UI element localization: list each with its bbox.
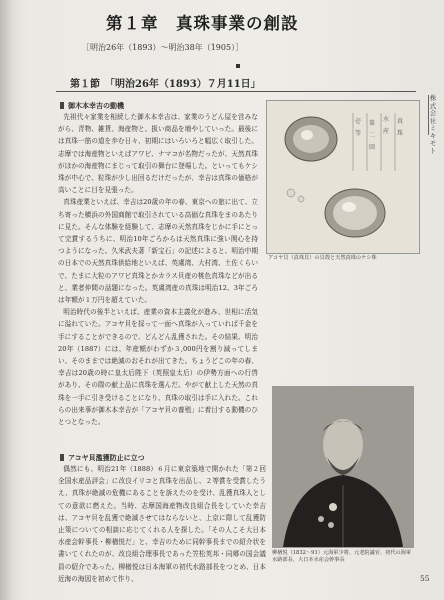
svg-text:産: 産: [383, 128, 390, 135]
paragraph: 真珠産業といえば、幸吉は20歳の年の春、東京への旅に出て、立ち寄った横浜の外国商館で取引されている高価な真珠をまのあたりに見た。そんな体験を経験して、志摩の天然真珠をじかに手にとって完賞するうちに、明治10年ごろからは天然真珠に強い関心を持つようになった。久米武夫著「新宝石」の記述によると、明治中期の日本での天然真珠供給地といえば、英虞湾、大村湾、土佐くらいで、たまに大粒のアワビ真珠とかカラス貝産の桃色真珠などが出ると、業者仲間の話題になった。英虞湾産の真珠は明治12、3年ごろは年額が１万円を超えていた。: [58, 198, 258, 305]
heading-motive: 御木本幸吉の動機: [60, 101, 124, 111]
heading-overfishing: アコヤ貝濫獲防止に立つ: [60, 453, 145, 463]
caption-portrait: 柳楢悦（1832～91）元海軍少将、元老院議官、初代の海軍水路部長、大日本水産会幹事長: [272, 550, 412, 563]
paragraph: 先祖代々家業を相続した御木本幸吉は、家業のうどん屋を営みながら、青物、雑貨、海産物と、扱い商品を増やしていった。最後には真珠一筋の道を歩む日々、初期にはいろいろと幅広く取引した。志摩では海産物といえばアワビ、ナマコが名物だったが、天然真珠がほかの海産物にまじって取引の舞台に登場した。といってもケシ珠が中心で、粒珠が少し出回るだけだったが、幸吉は真珠の価格が高いことに目を見張った。: [58, 113, 258, 195]
photo-pearl-shells: [266, 100, 420, 254]
svg-text:二: 二: [369, 132, 376, 139]
svg-text:壱: 壱: [355, 118, 362, 125]
chapter-title: 第１章 真珠事業の創設: [106, 14, 299, 33]
svg-text:回: 回: [369, 144, 376, 151]
chapter-period: ［明治26年（1893）～明治38年（1905）］: [82, 43, 244, 52]
divider-square: [236, 64, 240, 68]
section-rule: [56, 91, 416, 92]
body-text-bottom: [58, 463, 266, 583]
side-label: 株式会社ミキモト: [429, 94, 437, 155]
page-number: 55: [420, 574, 430, 583]
svg-text:真: 真: [397, 118, 404, 125]
svg-text:水: 水: [383, 116, 390, 123]
photo-portrait-yanagi: [272, 386, 414, 548]
paragraph: 偶然にも、明治21年（1888）６月に東京築地で開かれた「第２回全国水産品評会」に改良イリコと真珠を出品し、２等賞を受賞したうえ、真珠が絶滅の危機にあることを訴えたのを受け、乱獲真珠人としての意欲に燃えた。当時、志摩国海産物改良組合長をしていた幸吉は、アコヤ貝を乱獲で絶滅させてはならないと、上京に際して乱獲防止策についての相談に応じてくれる人を探した。「その人こそ大日本水産会幹事長・柳楢悦だ」と、幸吉のために同幹事長までの紹介状を書いてくれたのが、改良組合理事長であった笠松英邦・同郷の国会議員の紹介であった。柳楢悦は日本海軍の初代水路部長をつとめ、日本近海の海図を初めて作り、: [58, 465, 266, 583]
caption-pearl-shells: アコヤ貝（真珠貝）の貝殻と天然真珠のケシ珠: [268, 255, 377, 261]
body-text-top: [58, 111, 258, 449]
section-title: 第１節 「明治26年（1893）７月11日」: [70, 79, 261, 90]
portrait-image: [273, 387, 413, 547]
svg-text:等: 等: [355, 130, 362, 137]
page-gutter-shadow: [0, 0, 14, 600]
svg-text:珠: 珠: [397, 130, 404, 137]
svg-text:第: 第: [369, 120, 376, 127]
pearl-shells-image: [267, 101, 419, 253]
paragraph: 明治時代の後半といえば、産業の資本主義化が進み、世相に活気に溢れていた。アコヤ貝を採って一面へ真珠が入っていれば千金を手にすることができるので、どんどん乱獲された。その結果、明治20年（1887）には、年産額がわずか３,000円を割り減ってしまい、そのままでは絶滅のおそれが出てきた。ちょうどこの年の春、幸吉は20歳の時に皇太后陛下（英照皇太后）の伊勢方面への行啓があり、その際の献上品に真珠を選んだ。やがて献上した天然の真珠を一手に引き受けることになり、真珠の取引は手に入れた。これらの出来事が御木本幸吉が「アコヤ貝の養殖」に着目する動機のひとつとなった。: [58, 308, 258, 427]
